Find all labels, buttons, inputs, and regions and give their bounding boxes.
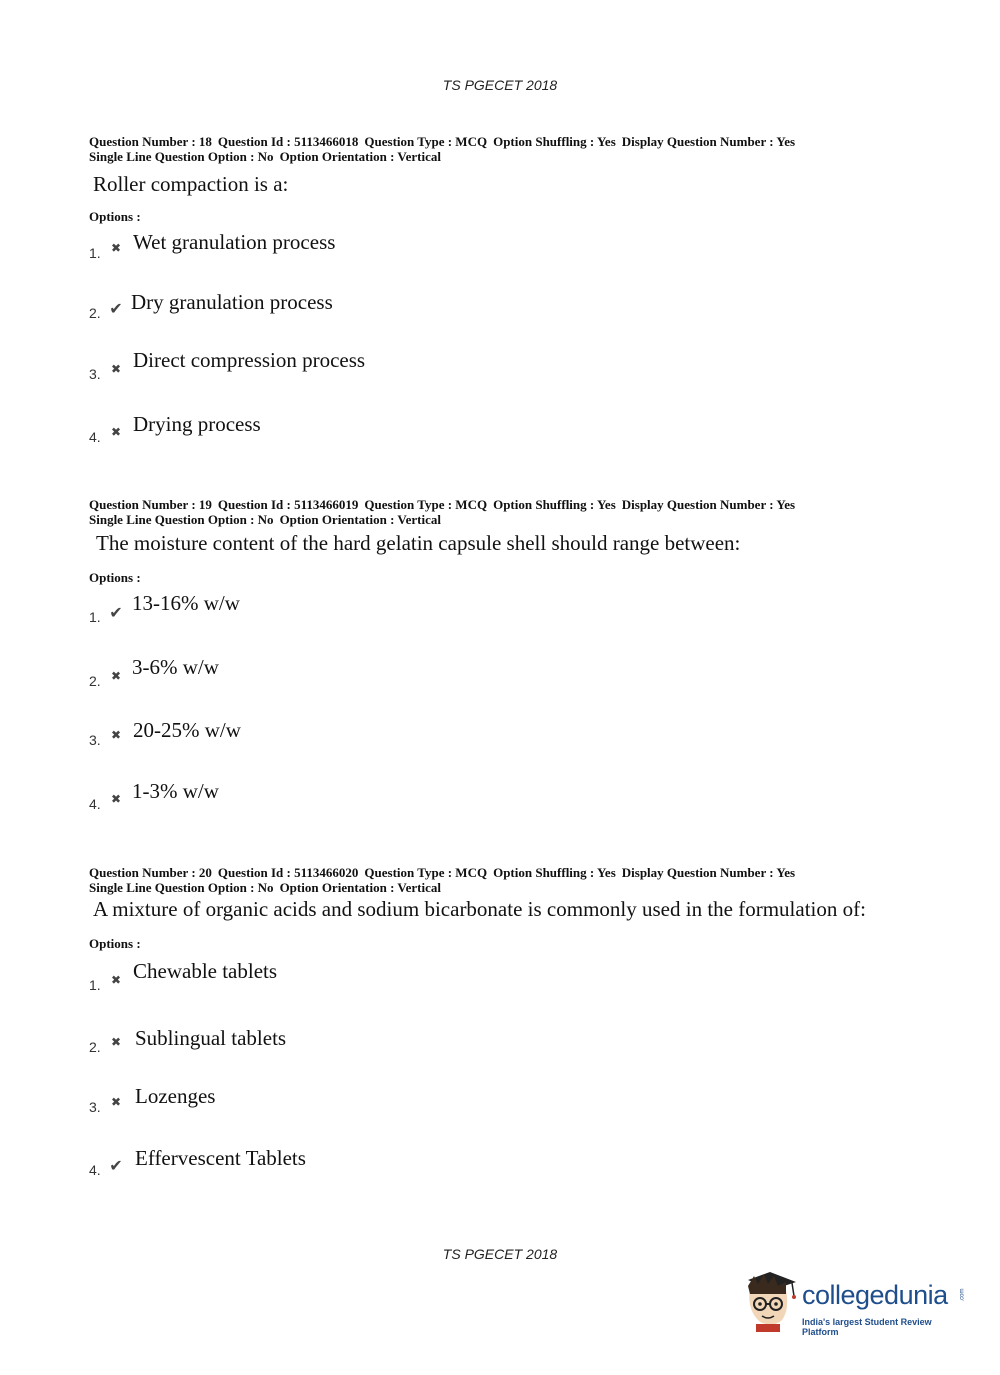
option-item: 3. ✖ Lozenges (89, 1084, 216, 1115)
options-label: Options : (89, 936, 141, 951)
brand-tagline: India's largest Student Review Platform (802, 1317, 932, 1337)
option-item: 1. ✖ Chewable tablets (89, 959, 278, 993)
brand-name: collegedunia (802, 1280, 948, 1310)
cross-mark-icon: ✖ (110, 1095, 122, 1109)
cross-mark-icon: ✖ (110, 425, 122, 439)
check-mark-icon: ✔ (109, 299, 123, 318)
question-text: A mixture of organic acids and sodium bicarbonate is commonly used in the formulation of: (93, 897, 866, 921)
option-item: 3. ✖ 20-25% w/w (89, 718, 241, 748)
student-mascot-icon (740, 1270, 800, 1336)
cross-mark-icon: ✖ (110, 241, 122, 255)
question-text: Roller compaction is a: (93, 172, 289, 196)
options-label: Options : (89, 209, 141, 224)
option-item: 2. ✖ Sublingual tablets (89, 1026, 287, 1055)
option-item: 1. ✖ Wet granulation process (89, 230, 336, 261)
cross-mark-icon: ✖ (110, 728, 122, 742)
option-item: 2. ✔ Dry granulation process (89, 290, 333, 321)
option-item: 4. ✖ 1-3% w/w (89, 779, 219, 812)
cross-mark-icon: ✖ (110, 1035, 122, 1049)
page-footer: TS PGECET 2018 (442, 1246, 558, 1262)
cross-mark-icon: ✖ (110, 362, 122, 376)
cross-mark-icon: ✖ (110, 669, 122, 683)
cross-mark-icon: ✖ (110, 973, 122, 987)
question-text: The moisture content of the hard gelatin capsule shell should range between: (96, 531, 741, 555)
check-mark-icon: ✔ (109, 1156, 123, 1175)
check-mark-icon: ✔ (109, 603, 123, 622)
brand-suffix: .com (959, 1288, 966, 1302)
question-meta: Question Number : 20 Question Id : 5113466020 Question Type : MCQ Option Shuffling : Yes Display Question Number : Yes Single Line Question Option : No Option Orientation : Vertical (89, 865, 796, 895)
collegedunia-logo (740, 1270, 970, 1340)
option-item: 4. ✔ Effervescent Tablets (89, 1146, 306, 1178)
option-item: 3. ✖ Direct compression process (89, 348, 366, 382)
question-meta: Question Number : 18 Question Id : 5113466018 Question Type : MCQ Option Shuffling : Yes Display Question Number : Yes Single Line Question Option : No Option Orientation : Vertical (89, 134, 796, 164)
option-item: 2. ✖ 3-6% w/w (89, 655, 219, 689)
option-item: 1. ✔ 13-16% w/w (89, 591, 240, 625)
page-header: TS PGECET 2018 (442, 77, 558, 93)
question-meta: Question Number : 19 Question Id : 5113466019 Question Type : MCQ Option Shuffling : Yes Display Question Number : Yes Single Line Question Option : No Option Orientation : Vertical (89, 497, 796, 527)
cross-mark-icon: ✖ (110, 792, 122, 806)
options-label: Options : (89, 570, 141, 585)
option-item: 4. ✖ Drying process (89, 412, 261, 445)
